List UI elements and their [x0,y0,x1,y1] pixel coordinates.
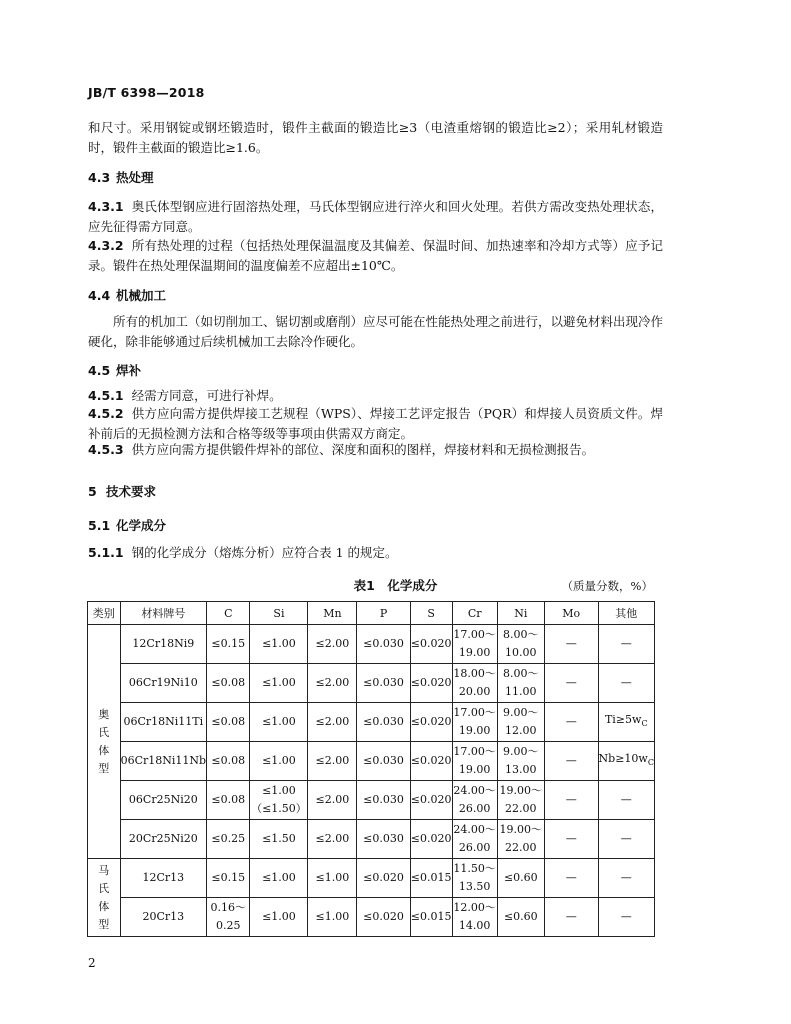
header-cell: Ni [497,602,544,625]
table-row [88,781,655,820]
heading-title: 热处理 [116,170,154,185]
grade-cell: 20Cr13 [120,898,206,937]
mn-cell: ≤1.00 [308,859,357,898]
heading-4-5 [88,361,141,379]
paragraph-forging-ratio: 和尺寸。采用钢锭或钢坯锻造时，锻件主截面的锻造比≥3（电渣重熔钢的锻造比≥2）；采用轧材锻造时，锻件主截面的锻造比≥1.6。 [88,120,663,155]
cr-cell [452,898,497,937]
mo-cell: — [544,820,598,859]
header-cell: Si [250,602,308,625]
table-row [88,625,655,664]
grade-cell: 06Cr18Ni11Ti [120,703,206,742]
cr-max: 19.00 [458,763,491,776]
other-subscript: C [647,758,654,768]
other-cell: — [598,898,655,937]
cr-max: 20.00 [458,685,491,698]
header-cell: S [410,602,452,625]
heading-number: 4.5 [88,363,111,378]
ni-cell [497,781,544,820]
si-value: ≤1.00 [262,784,296,797]
si-cell: ≤1.00 [250,898,308,937]
category-char: 马 [98,863,110,877]
clause-5-1-1 [88,543,663,563]
clause-text: 供方应向需方提供焊接工艺规程（WPS）、焊接工艺评定报告（PQR）和焊接人员资质文件。焊补前后的无损检测方法和合格等级等事项由供需双方商定。 [88,406,663,441]
clause-number: 4.5.1 [88,388,124,403]
other-value: Nb≥10w [598,751,648,765]
cr-min: 24.00～ [453,784,496,797]
c-cell: ≤0.08 [207,703,250,742]
cr-cell [452,859,497,898]
table-row [88,859,655,898]
c-cell: ≤0.25 [207,820,250,859]
category-martensitic [88,859,121,937]
c-min: 0.16～ [210,901,247,914]
ni-min: 9.00～ [503,706,539,719]
clause-text: 经需方同意，可进行补焊。 [131,388,282,403]
s-cell: ≤0.020 [410,742,452,781]
category-char: 氏 [98,881,110,895]
p-cell: ≤0.030 [357,820,410,859]
cr-min: 12.00～ [453,901,496,914]
c-cell: ≤0.15 [207,625,250,664]
clause-number: 4.5.3 [88,442,124,457]
chemical-composition-table [87,601,655,937]
mn-cell: ≤1.00 [308,898,357,937]
grade-cell: 12Cr13 [120,859,206,898]
si-value-alt: （≤1.50） [251,802,307,815]
cr-cell [452,625,497,664]
cr-min: 18.00～ [453,667,496,680]
ni-max: 13.00 [505,763,537,776]
header-cell: 其他 [598,602,655,625]
grade-cell: 12Cr18Ni9 [120,625,206,664]
clause-text: 所有热处理的过程（包括热处理保温温度及其偏差、保温时间、加热速率和冷却方式等）应予记录。锻件在热处理保温期间的温度偏差不应超出±10℃。 [88,238,663,273]
mo-cell: — [544,664,598,703]
other-value: Ti≥5w [604,712,642,726]
si-cell: ≤1.00 [250,703,308,742]
heading-number: 5 [88,484,97,499]
s-cell: ≤0.020 [410,781,452,820]
mo-cell: — [544,859,598,898]
s-cell: ≤0.020 [410,820,452,859]
cr-max: 14.00 [458,919,491,932]
table-unit-note: （质量分数，%） [561,579,653,593]
s-cell: ≤0.015 [410,898,452,937]
clause-text: 钢的化学成分（熔炼分析）应符合表 1 的规定。 [131,545,398,560]
ni-max: 22.00 [505,841,537,854]
other-cell: — [598,664,655,703]
p-cell: ≤0.030 [357,664,410,703]
clause-4-3-1 [88,197,663,237]
p-cell: ≤0.030 [357,781,410,820]
mo-cell: — [544,898,598,937]
clause-number: 5.1.1 [88,545,124,560]
s-cell: ≤0.020 [410,625,452,664]
p-cell: ≤0.020 [357,898,410,937]
ni-min: 8.00～ [503,667,539,680]
other-cell: — [598,820,655,859]
mn-cell: ≤2.00 [308,781,357,820]
heading-5 [88,482,156,500]
ni-cell [497,742,544,781]
cr-max: 26.00 [458,802,491,815]
cr-max: 19.00 [458,646,491,659]
heading-title: 技术要求 [106,484,157,499]
heading-title: 焊补 [116,363,142,378]
cr-min: 17.00～ [453,706,496,719]
c-cell: ≤0.15 [207,859,250,898]
ni-cell [497,664,544,703]
cr-max: 26.00 [458,841,491,854]
header-cell: Cr [452,602,497,625]
ni-min: 9.00～ [503,745,539,758]
heading-title: 化学成分 [116,518,167,533]
clause-4-5-3 [88,440,663,460]
ni-max: 10.00 [505,646,537,659]
clause-4-5-1 [88,386,663,406]
s-cell: ≤0.015 [410,859,452,898]
ni-cell [497,703,544,742]
cr-cell [452,781,497,820]
heading-number: 4.3 [88,170,111,185]
si-cell [250,781,308,820]
si-cell: ≤1.00 [250,859,308,898]
header-cell: 类别 [88,602,121,625]
cr-min: 24.00～ [453,823,496,836]
standard-number-header: JB/T 6398—2018 [88,85,205,100]
mo-cell: — [544,781,598,820]
header-cell: P [357,602,410,625]
clause-number: 4.3.1 [88,199,124,214]
other-cell [598,742,655,781]
mo-cell: — [544,625,598,664]
cr-cell [452,703,497,742]
c-cell: ≤0.08 [207,781,250,820]
clause-text: 供方应向需方提供锻件焊补的部位、深度和面积的图样，焊接材料和无损检测报告。 [131,442,595,457]
s-cell: ≤0.020 [410,703,452,742]
table-row [88,898,655,937]
mo-cell: — [544,703,598,742]
header-cell: Mn [308,602,357,625]
clause-4-5-2 [88,404,663,444]
header-cell: 材料牌号 [120,602,206,625]
ni-min: 19.00～ [499,823,543,836]
heading-number: 5.1 [88,518,111,533]
ni-min: 8.00～ [503,628,539,641]
heading-5-1 [88,516,166,534]
category-char: 氏 [98,725,110,739]
page-number: 2 [88,956,96,970]
table-row [88,664,655,703]
ni-cell: ≤0.60 [497,859,544,898]
c-cell: ≤0.08 [207,742,250,781]
grade-cell: 06Cr25Ni20 [120,781,206,820]
si-cell: ≤1.50 [250,820,308,859]
cr-max: 19.00 [458,724,491,737]
category-char: 型 [98,761,110,775]
other-cell [598,703,655,742]
mn-cell: ≤2.00 [308,664,357,703]
other-cell: — [598,625,655,664]
other-subscript: C [641,719,648,729]
category-char: 奥 [98,707,110,721]
mn-cell: ≤2.00 [308,742,357,781]
s-cell: ≤0.020 [410,664,452,703]
other-cell: — [598,859,655,898]
si-cell: ≤1.00 [250,664,308,703]
header-cell: C [207,602,250,625]
other-cell: — [598,781,655,820]
cr-min: 17.00～ [453,628,496,641]
cr-cell [452,664,497,703]
clause-text: 奥氏体型钢应进行固溶热处理，马氏体型钢应进行淬火和回火处理。若供方需改变热处理状态，应先征得需方同意。 [88,199,663,234]
cr-max: 13.50 [458,880,491,893]
p-cell: ≤0.030 [357,625,410,664]
category-char: 体 [98,743,110,757]
clause-4-3-2 [88,236,663,276]
mn-cell: ≤2.00 [308,703,357,742]
p-cell: ≤0.030 [357,742,410,781]
category-char: 体 [98,899,110,913]
table-row [88,742,655,781]
ni-cell: ≤0.60 [497,898,544,937]
cr-min: 11.50～ [453,862,496,875]
category-char: 型 [98,917,110,931]
table-row [88,703,655,742]
grade-cell: 06Cr18Ni11Nb [120,742,206,781]
grade-cell: 06Cr19Ni10 [120,664,206,703]
table-caption: 表1 化学成分 [353,578,438,593]
mn-cell: ≤2.00 [308,625,357,664]
ni-cell [497,820,544,859]
si-cell: ≤1.00 [250,625,308,664]
clause-number: 4.5.2 [88,406,124,421]
ni-min: 19.00～ [499,784,543,797]
heading-number: 4.4 [88,288,111,303]
heading-4-3 [88,168,154,186]
cr-cell [452,820,497,859]
cr-cell [452,742,497,781]
ni-max: 12.00 [505,724,537,737]
c-max: 0.25 [216,919,241,932]
cr-min: 17.00～ [453,745,496,758]
category-austenitic [88,625,121,859]
ni-max: 11.00 [505,685,537,698]
c-cell [207,898,250,937]
mn-cell: ≤2.00 [308,820,357,859]
grade-cell: 20Cr25Ni20 [120,820,206,859]
mo-cell: — [544,742,598,781]
paragraph-machining: 所有的机加工（如切削加工、锯切割或磨削）应尽可能在性能热处理之前进行，以避免材料出现冷作硬化，除非能够通过后续机械加工去除冷作硬化。 [88,314,664,349]
table-header-row [88,602,655,625]
ni-cell [497,625,544,664]
clause-number: 4.3.2 [88,238,124,253]
p-cell: ≤0.030 [357,703,410,742]
table-row [88,820,655,859]
header-cell: Mo [544,602,598,625]
si-cell: ≤1.00 [250,742,308,781]
ni-max: 22.00 [505,802,537,815]
heading-title: 机械加工 [116,288,167,303]
heading-4-4 [88,286,166,304]
c-cell: ≤0.08 [207,664,250,703]
p-cell: ≤0.020 [357,859,410,898]
